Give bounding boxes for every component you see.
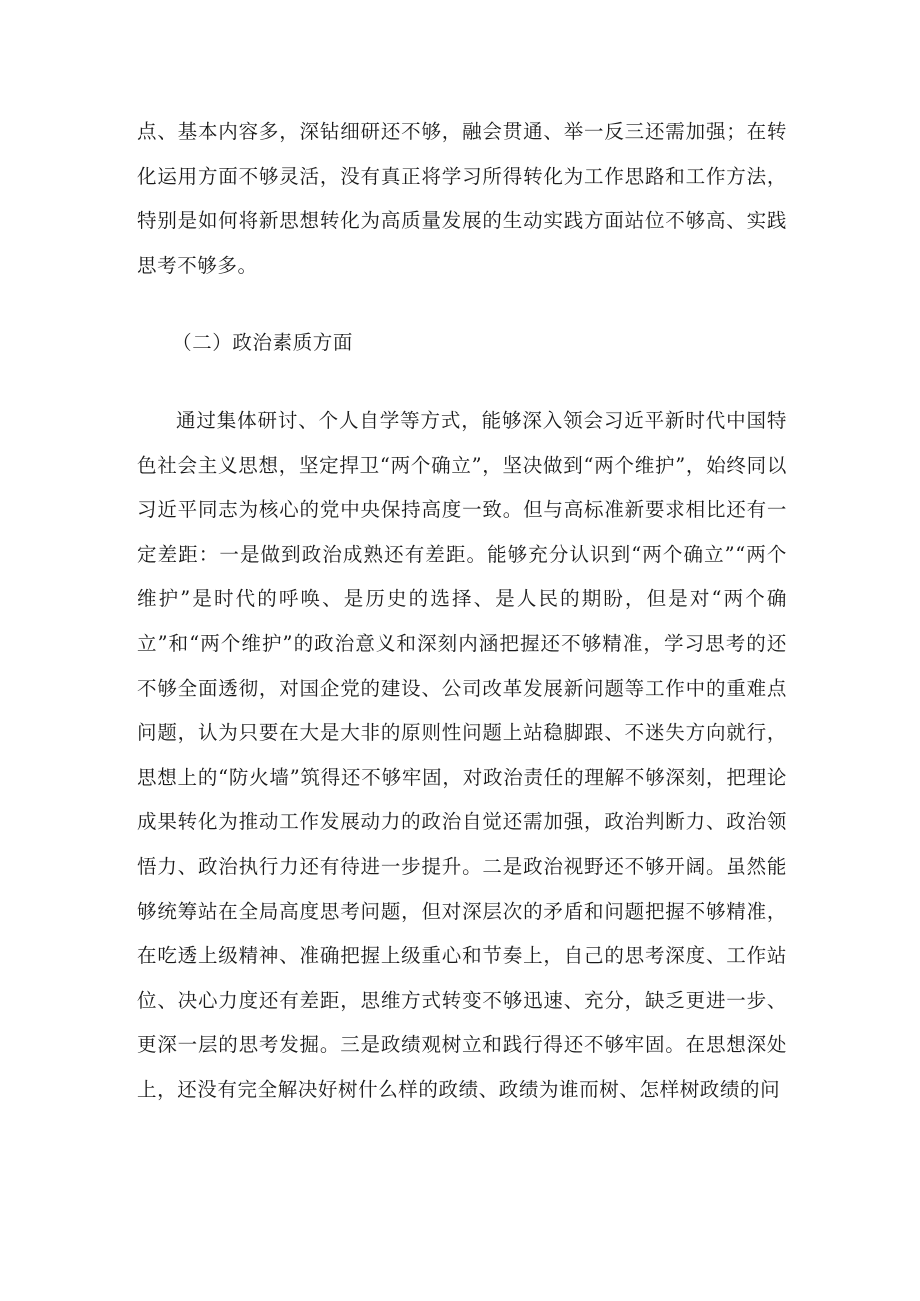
paragraph-spacer xyxy=(137,288,787,321)
section-heading: （二）政治素质方面 xyxy=(172,331,353,355)
paragraph-spacer xyxy=(137,366,787,399)
continuation-paragraph: 点、基本内容多，深钻细研还不够，融会贯通、举一反三还需加强；在转化运用方面不够灵活，没有真正将学习所得转化为工作思路和工作方法，特别是如何将新思想转化为高质量发展的生动实践方面站位不够高、实践思考不够多。 xyxy=(137,120,787,277)
body-paragraph: 通过集体研讨、个人自学等方式，能够深入领会习近平新时代中国特色社会主义思想，坚定捍卫“两个确立”，坚决做到“两个维护”，始终同以习近平同志为核心的党中央保持高度一致。但与高标准新要求相比还有一定差距：一是做到政治成熟还有差距。能够充分认识到“两个确立”“两个维护”是时代的呼唤、是历史的选择、是人民的期盼，但是对“两个确立”和“两个维护”的政治意义和深刻内涵把握还不够精准，学习思考的还不够全面透彻，对国企党的建设、公司改革发展新问题等工作中的重难点问题，认为只要在大是大非的原则性问题上站稳脚跟、不迷失方向就行，思想上的“防火墙”筑得还不够牢固，对政治责任的理解不够深刻，把理论成果转化为推动工作发展动力的政治自觉还需加强，政治判断力、政治领悟力、政治执行力还有待进一步提升。二是政治视野还不够开阔。虽然能够统筹站在全局高度思考问题，但对深层次的矛盾和问题把握不够精准，在吃透上级精神、准确把握上级重心和节奏上，自己的思考深度、工作站位、决心力度还有差距，思维方式转变不够迅速、充分，缺乏更进一步、更深一层的思考发掘。三是政绩观树立和践行得还不够牢固。在思想深处上，还没有完全解决好树什么样的政绩、政绩为谁而树、怎样树政绩的问 xyxy=(137,408,787,1101)
document-body xyxy=(137,110,787,1112)
